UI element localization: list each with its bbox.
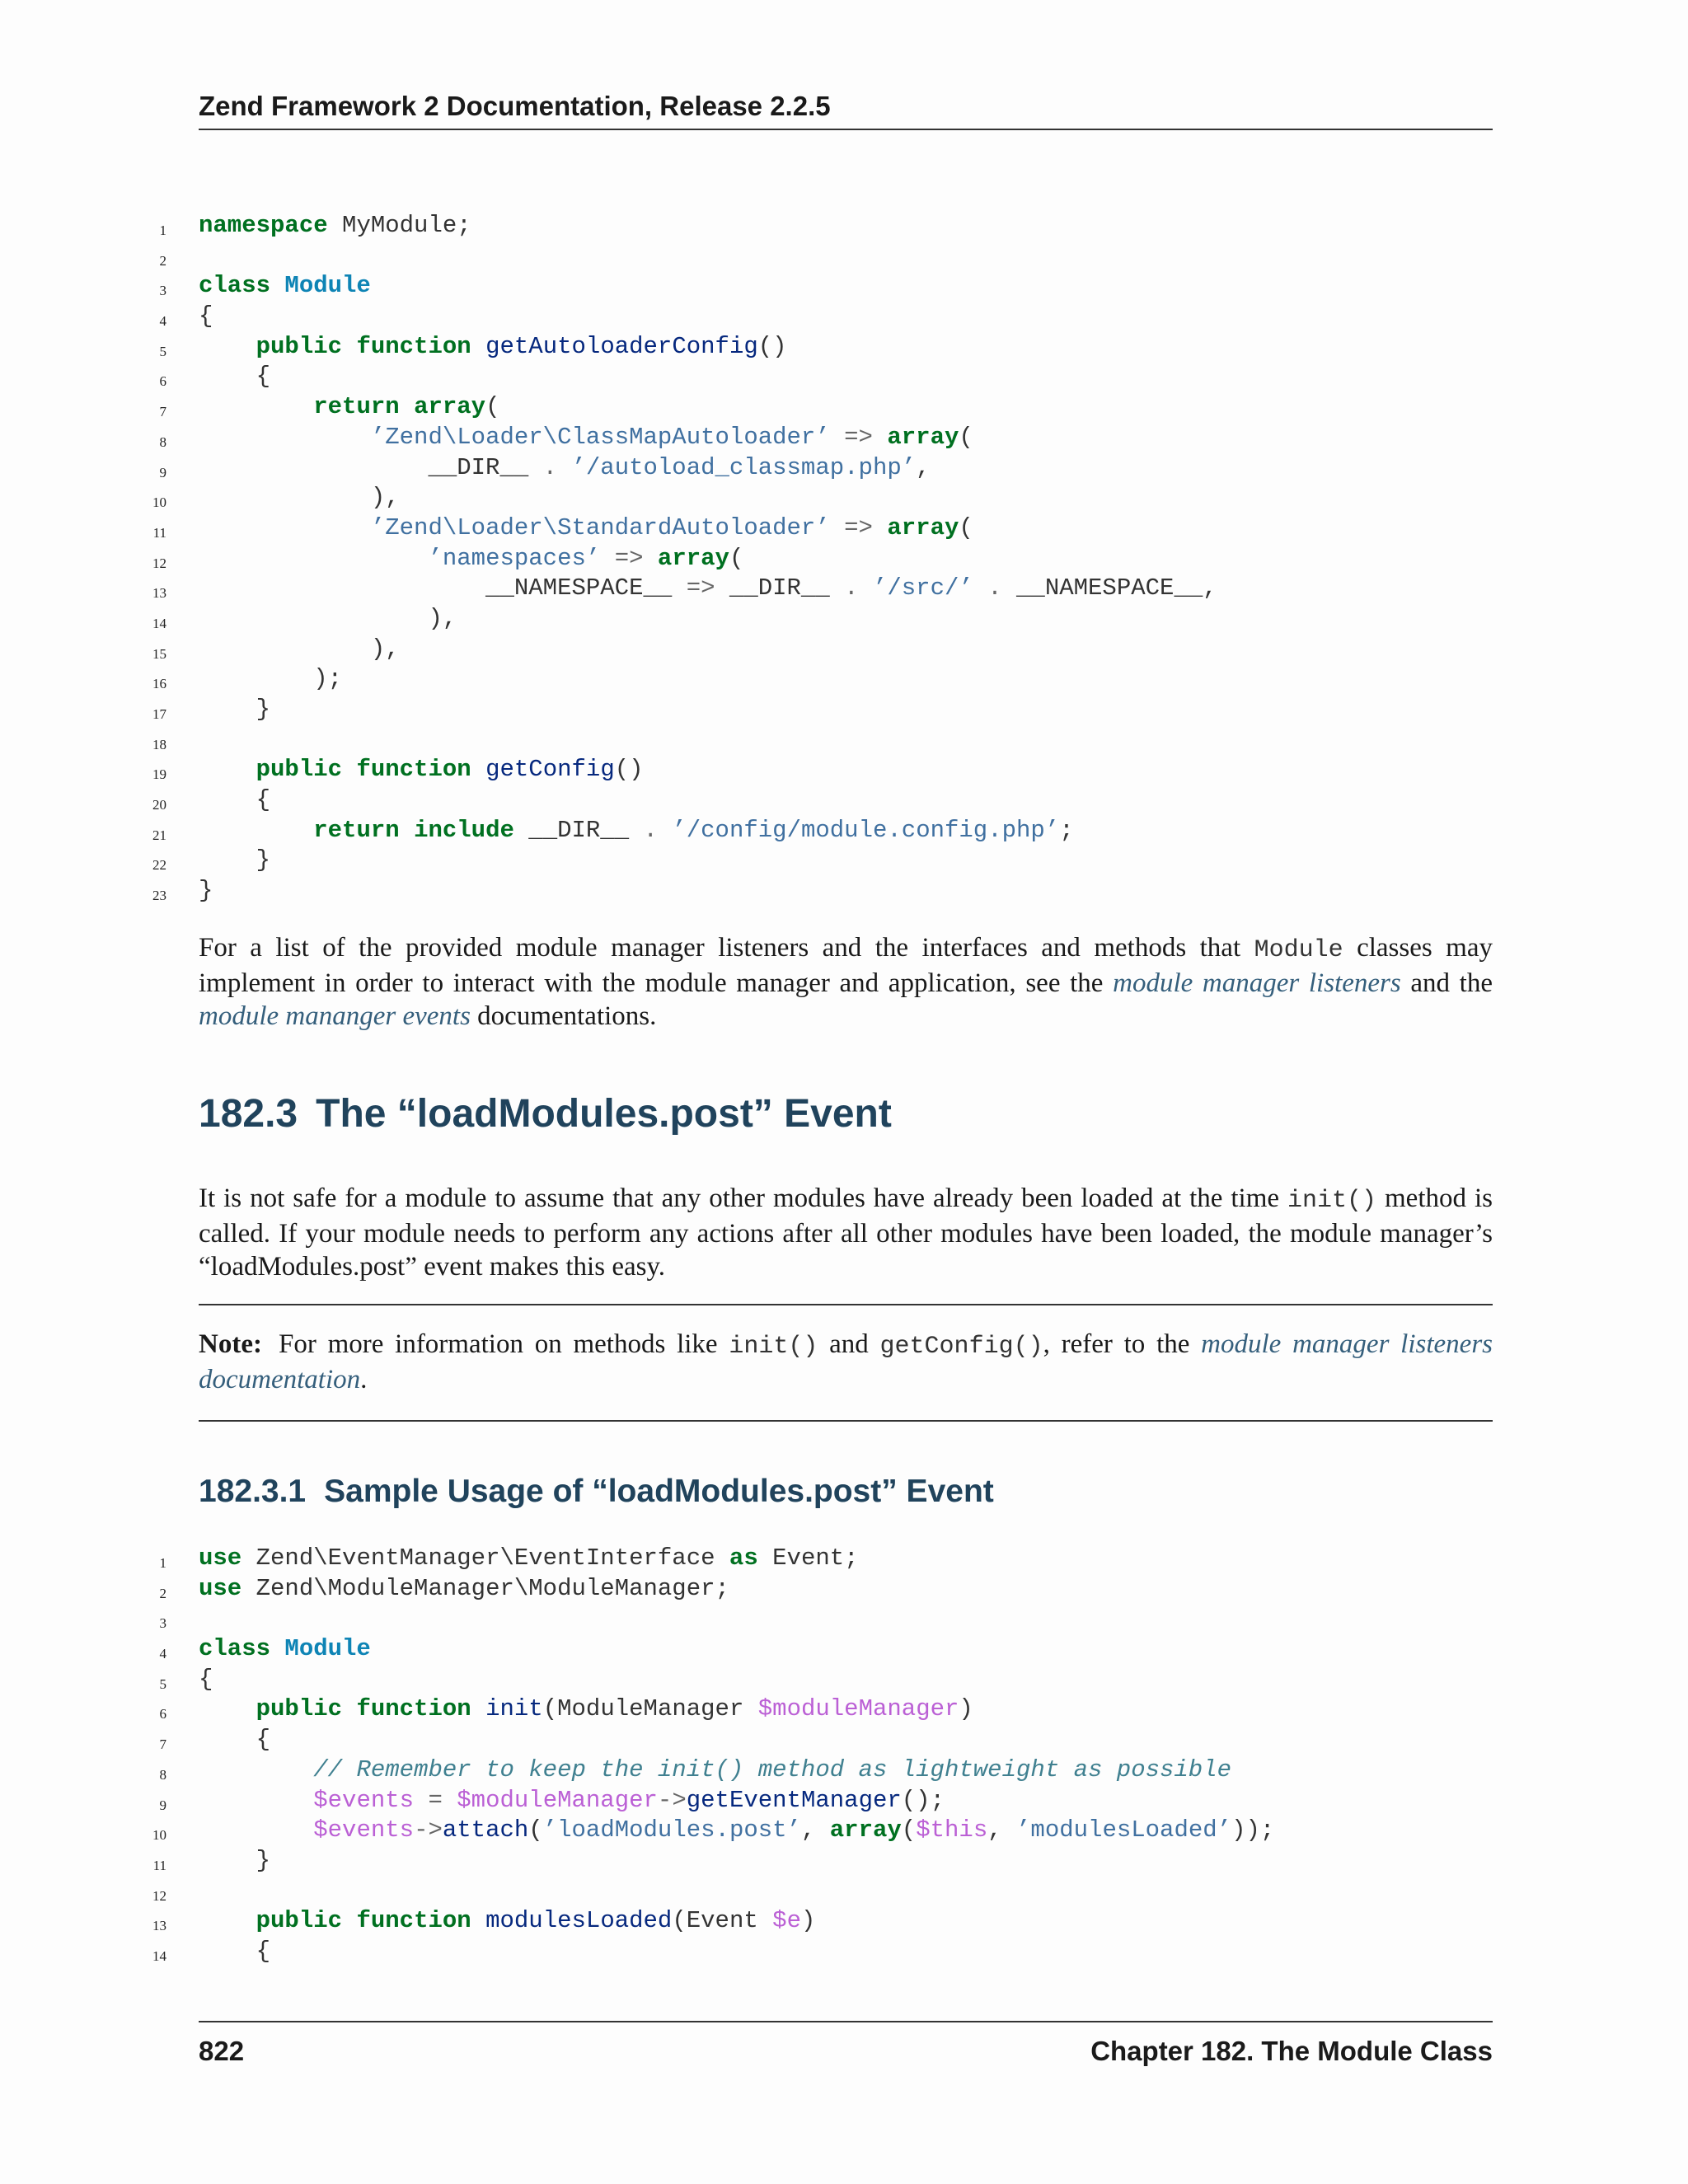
paragraph-listeners: For a list of the provided module manager listeners and the interfaces and methods that Module classes may implement in order to interact with the module manager and application, see the module manager listeners and the module mananger events documentations. [199,933,1493,1031]
code-token [471,756,485,783]
code-line [0,1694,1688,1725]
code-token: )); [1231,1816,1275,1844]
code-token [471,1907,485,1934]
code-token: include [414,816,514,844]
line-number: 3 [159,283,166,299]
code-text [199,362,270,392]
code-token [859,574,873,602]
code-token: ), [199,635,400,663]
section-heading [199,1091,892,1137]
code-token: , [800,1816,830,1844]
code-text [199,302,213,332]
code-token: ; [1059,816,1074,844]
line-number: 13 [152,1918,166,1934]
line-number: 17 [152,706,166,722]
code-token: ) [959,1695,973,1723]
code-line [0,635,1688,665]
code-text [199,1725,270,1755]
code-line [0,1786,1688,1816]
code-text [199,544,743,574]
code-line [0,544,1688,574]
line-number: 5 [159,1675,166,1692]
code-token: use [199,1574,242,1602]
code-token: init [485,1695,543,1723]
code-token: __DIR__ [715,574,845,602]
line-number: 10 [152,1827,166,1844]
code-line [0,1574,1688,1605]
line-number: 12 [152,555,166,571]
line-number: 11 [152,524,166,541]
running-header: Zend Framework 2 Documentation, Release 2.2.5 [199,91,1493,130]
line-number: 23 [152,888,166,904]
code-token [342,333,356,360]
code-token: function [356,1695,471,1723]
code-text [199,1906,815,1937]
code-token: { [199,786,271,814]
code-line [0,725,1688,756]
code-token [342,1907,356,1934]
code-token [199,817,313,844]
code-token: , [987,1816,1017,1844]
code-token: . [542,453,558,481]
code-text [199,635,400,665]
code-token [199,1907,256,1934]
code-token: Zend\EventManager\EventInterface [241,1544,729,1572]
code-text [199,483,400,513]
code-token: modulesLoaded [485,1907,673,1935]
code-token: ’/src/’ [872,574,973,602]
line-number: 4 [159,313,166,330]
code-line [0,1604,1688,1634]
code-token: array [829,1816,902,1844]
code-token: { [199,302,213,330]
code-token: ( [959,513,973,541]
code-token: . [643,816,658,844]
code-token: $events [313,1816,415,1844]
code-token [414,1787,428,1814]
code-token: __NAMESPACE__ [199,574,687,602]
line-number: 15 [152,645,166,662]
code-token: $events [313,1786,415,1814]
code-token [557,454,571,481]
line-number: 18 [152,736,166,752]
code-token: return [313,816,400,844]
code-line [0,785,1688,816]
code-token: } [199,696,271,723]
code-token: getConfig [485,756,615,784]
note-label: Note: [199,1329,262,1359]
code-token: ( [528,1816,543,1844]
code-token: (ModuleManager [542,1695,758,1723]
code-token [873,424,887,451]
line-number: 20 [152,797,166,813]
code-text [199,271,371,302]
code-token: ); [199,665,343,693]
code-line [0,392,1688,423]
subsection-number: 182.3.1 [199,1474,307,1509]
code-token [658,817,672,844]
line-number: 14 [152,615,166,631]
code-text [199,1665,213,1695]
code-token: public [256,1907,343,1935]
subsection-heading [199,1474,994,1510]
line-number: 16 [152,676,166,692]
paragraph-load-modules: It is not safe for a module to assume that any other modules have already been loaded at the time init() method is called. If your module needs to perform any actions after all other modules have been loaded, the module manager’s “loadModules.post” event makes this easy. [199,1183,1493,1282]
line-number: 8 [159,434,166,450]
code-line [0,1937,1688,1967]
link-module-manager-listeners-documentation[interactable]: module manager listeners documentation [199,1329,1493,1394]
line-number: 12 [152,1887,166,1904]
code-token [270,1635,284,1662]
code-token: Module [284,1635,371,1663]
code-text [199,453,931,484]
code-token: (); [901,1786,945,1814]
code-text [199,574,1217,604]
code-token: as [729,1544,758,1572]
code-token: } [199,846,271,874]
code-text [199,1694,973,1725]
code-token: ), [199,484,400,512]
code-token: namespace [199,212,328,239]
code-line [0,755,1688,785]
code-token: array [414,393,486,421]
line-number: 9 [159,1797,166,1813]
line-number: 9 [159,464,166,480]
code-token: $moduleManager [457,1786,658,1814]
code-token: function [356,756,471,784]
code-token: } [199,1846,271,1874]
code-text [199,1544,859,1574]
code-line [0,1846,1688,1877]
code-line [0,241,1688,272]
code-token [443,1787,457,1814]
code-line [0,1816,1688,1846]
code-token: => [614,544,644,572]
code-text [199,1816,1274,1846]
code-text [199,211,471,241]
code-text [199,785,270,816]
code-text [199,755,644,785]
line-number: 1 [159,1555,166,1571]
code-token: (Event [672,1907,773,1935]
code-token: . [844,574,859,602]
code-line [0,574,1688,604]
link-module-manager-events[interactable]: module mananger events [199,1001,471,1031]
line-number: 10 [152,494,166,511]
code-token: array [887,423,959,451]
code-line [0,332,1688,363]
section-title: The “loadModules.post” Event [316,1092,892,1136]
code-text [199,1755,1231,1786]
code-token: __DIR__ [199,453,543,481]
code-text [199,846,270,876]
code-token: array [657,544,729,572]
page-number: 822 [199,2036,245,2066]
code-token [270,272,284,299]
line-number: 7 [159,1736,166,1753]
code-token [199,545,428,572]
code-line [0,211,1688,241]
code-line [0,271,1688,302]
code-token: public [256,1695,343,1723]
code-token: Module [284,272,371,300]
line-number: 22 [152,857,166,874]
code-line [0,1544,1688,1574]
code-token: ( [959,423,973,451]
line-number: 7 [159,404,166,420]
subsection-title: Sample Usage of “loadModules.post” Event [324,1474,994,1509]
line-number: 8 [159,1766,166,1783]
code-token: () [757,332,787,360]
code-text [199,1786,945,1816]
code-token: ’Zend\Loader\ClassMapAutoloader’ [370,423,830,451]
code-token [199,424,371,451]
code-token [644,545,658,572]
code-token: __DIR__ [513,816,644,844]
code-line [0,423,1688,453]
inline-code: init() [729,1333,818,1361]
code-token: ’/config/module.config.php’ [672,816,1060,844]
code-token: . [987,574,1002,602]
code-token [400,393,414,420]
code-token: => [844,513,873,541]
code-token: class [199,1635,271,1663]
code-token: function [356,332,471,360]
code-text [199,1937,270,1967]
code-token: getAutoloaderConfig [485,332,758,360]
line-number: 1 [159,223,166,238]
inline-code: getConfig() [879,1333,1043,1361]
code-line [0,1634,1688,1665]
code-line [0,816,1688,846]
code-token: public [256,756,343,784]
code-text [199,604,457,635]
code-token: array [887,513,959,541]
code-token [400,817,414,844]
code-line [0,876,1688,907]
code-token [471,333,485,360]
note-box: Note: For more information on methods like init() and getConfig(), refer to the module manager listeners documentation. [199,1304,1493,1422]
code-text [199,513,973,544]
running-footer [199,2021,1493,2067]
code-token: class [199,272,271,300]
code-token: = [428,1786,443,1814]
code-token: ’Zend\Loader\StandardAutoloader’ [370,513,830,541]
code-text [199,332,787,363]
code-token [973,574,987,602]
inline-code: init() [1287,1187,1377,1215]
code-token [830,514,844,541]
code-line [0,1725,1688,1755]
line-number: 13 [152,585,166,602]
code-text [199,392,499,423]
code-token: { [199,1665,213,1693]
code-token: ’namespaces’ [428,544,601,572]
code-token: { [199,363,271,391]
code-token [342,756,356,783]
line-number: 6 [159,1706,166,1722]
code-token: ’modulesLoaded’ [1016,1816,1232,1844]
code-line [0,664,1688,695]
code-text [199,1574,729,1605]
code-token: ’loadModules.post’ [542,1816,801,1844]
code-token [199,1816,313,1844]
line-number: 11 [152,1857,166,1873]
line-number: 3 [159,1615,166,1632]
line-number: 4 [159,1646,166,1662]
code-token: { [199,1937,271,1965]
code-token: Zend\ModuleManager\ModuleManager; [241,1574,729,1602]
code-token: () [614,756,644,784]
line-number: 5 [159,343,166,359]
code-line [0,1906,1688,1937]
code-line [0,302,1688,332]
code-text [199,423,973,453]
code-token: ), [199,604,457,632]
code-token [199,1695,256,1722]
code-token: ( [485,393,500,421]
code-token: // Remember to keep the init() method as lightweight as possible [313,1755,1232,1783]
code-token: public [256,332,343,360]
code-text [199,695,270,725]
code-text [199,1634,371,1665]
code-line [0,1665,1688,1695]
line-number: 21 [152,827,166,843]
chapter-title: Chapter 182. The Module Class [1090,2036,1493,2066]
code-listing-load-modules-post [0,1544,1688,1967]
code-token: -> [657,1786,687,1814]
code-token [830,424,844,451]
code-token: , [916,453,931,481]
code-token [199,333,256,360]
code-token: return [313,393,400,421]
code-line [0,1877,1688,1907]
code-token [199,1756,313,1783]
code-token: ’/autoload_classmap.php’ [571,453,917,481]
code-line [0,362,1688,392]
code-token [873,514,887,541]
code-token: $e [772,1907,801,1935]
code-token: __NAMESPACE__, [1001,574,1217,602]
code-token: $this [916,1816,988,1844]
code-token: function [356,1907,471,1935]
link-module-manager-listeners[interactable]: module manager listeners [1113,968,1401,998]
code-token [199,514,371,541]
code-token [199,1787,313,1814]
code-line [0,846,1688,876]
code-token: ( [729,544,744,572]
line-number: 2 [159,1585,166,1601]
code-token: => [844,423,873,451]
line-number: 6 [159,373,166,390]
code-token: $moduleManager [757,1695,959,1723]
code-token [199,393,313,420]
line-number: 14 [152,1947,166,1964]
code-token: attach [442,1816,529,1844]
code-listing-module-autoloader [0,211,1688,907]
code-token: { [199,1726,271,1754]
code-token: -> [414,1816,443,1844]
section-number: 182.3 [199,1092,298,1136]
code-line [0,1755,1688,1786]
code-text [199,816,1074,846]
code-token: getEventManager [686,1786,902,1814]
code-token: => [686,574,715,602]
code-token [342,1695,356,1722]
code-token: ) [800,1907,816,1935]
code-line [0,695,1688,725]
inline-code: Module [1254,936,1343,964]
code-text [199,876,213,907]
code-line [0,483,1688,513]
code-token: MyModule; [327,212,471,239]
code-text [199,1846,270,1877]
code-token: ( [901,1816,917,1844]
code-token: use [199,1544,242,1572]
line-number: 19 [152,766,166,783]
code-token [471,1695,485,1722]
code-token: } [199,877,213,905]
code-line [0,513,1688,544]
code-token: Event; [757,1544,859,1572]
code-token [199,756,256,783]
line-number: 2 [159,252,166,269]
code-text [199,664,342,695]
code-line [0,604,1688,635]
code-token [600,545,614,572]
code-line [0,453,1688,484]
